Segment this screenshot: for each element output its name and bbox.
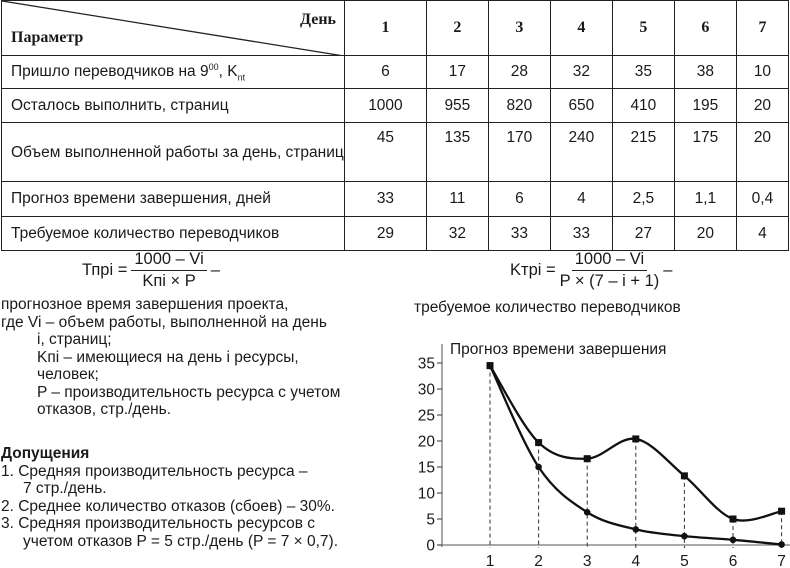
table-row xyxy=(2,123,789,182)
fraction xyxy=(131,250,206,291)
legend-line: прогнозное время завершения проекта, xyxy=(1,296,289,313)
legend-line: человек; xyxy=(37,366,99,383)
numerator: 1000 – Vi xyxy=(131,250,206,271)
table-cell: 410 xyxy=(612,89,674,123)
table-row xyxy=(2,56,789,89)
denominator: Kпi × P xyxy=(142,272,196,290)
formula-dash: – xyxy=(663,261,673,279)
day-column-header: 3 xyxy=(488,1,550,56)
table-cell: 955 xyxy=(426,89,488,123)
y-tick-label: 30 xyxy=(417,381,435,399)
formula-dash: – xyxy=(210,261,220,279)
assumptions-title: Допущения xyxy=(1,445,90,462)
assumption-item: 2. Среднее количество отказов (сбоев) – 30%. xyxy=(1,497,335,515)
circle-marker xyxy=(633,526,640,533)
table-cell: 35 xyxy=(612,56,674,89)
square-marker xyxy=(730,516,737,523)
formula-lhs: Тпрi = xyxy=(82,261,128,279)
table-cell: 170 xyxy=(488,123,550,182)
legend-line: где Vi – объем работы, выполненной на день xyxy=(1,313,327,331)
x-tick-label: 7 xyxy=(777,553,786,568)
table-row xyxy=(2,217,789,251)
x-tick-label: 6 xyxy=(728,553,738,568)
y-tick-label: 15 xyxy=(417,459,435,477)
row-label: Требуемое количество переводчиков xyxy=(2,217,345,251)
row-label: Осталось выполнить, страниц xyxy=(2,89,345,123)
circle-marker xyxy=(681,533,688,540)
row-label: Пришло переводчиков на $9^{00}$, $K_{nt}$ xyxy=(2,56,345,89)
square-marker xyxy=(632,435,639,442)
table-cell: 175 xyxy=(674,123,736,182)
circle-marker xyxy=(730,537,737,544)
circle-marker xyxy=(778,541,785,548)
day-column-header: 4 xyxy=(550,1,612,56)
day-column-header: 2 xyxy=(426,1,488,56)
table-cell: 32 xyxy=(550,56,612,89)
assumption-item: 3. Средняя производительность ресурсов с xyxy=(1,515,316,532)
table-cell: 2,5 xyxy=(612,182,674,217)
day-column-header: 5 xyxy=(612,1,674,56)
table-cell: 0,4 xyxy=(736,182,788,217)
table-cell: 10 xyxy=(736,56,788,89)
x-tick-label: 4 xyxy=(631,553,641,568)
legend-line: i, страниц; xyxy=(37,331,112,348)
y-tick-label: 5 xyxy=(426,511,435,529)
table-cell: 33 xyxy=(345,182,427,217)
circle-marker xyxy=(487,362,494,369)
table-cell: 4 xyxy=(736,217,788,251)
table-cell: 6 xyxy=(488,182,550,217)
table-cell: 32 xyxy=(426,217,488,251)
assumption-item: 7 стр./день. xyxy=(23,480,107,497)
formula-required-translators xyxy=(510,250,672,291)
y-tick-label: 10 xyxy=(417,485,435,503)
row-label: Объем выполненной работы за день, страниц xyxy=(2,123,345,182)
table-cell: 17 xyxy=(426,56,488,89)
table-cell: 33 xyxy=(488,217,550,251)
table-cell: 820 xyxy=(488,89,550,123)
y-tick-label: 25 xyxy=(417,407,435,425)
table-cell: 33 xyxy=(550,217,612,251)
x-tick-label: 3 xyxy=(582,553,592,568)
x-tick-label: 2 xyxy=(534,553,543,568)
corner-header-cell xyxy=(2,1,345,56)
table-header-row xyxy=(2,1,789,56)
denominator: P × (7 – i + 1) xyxy=(559,272,660,290)
x-tick-label: 1 xyxy=(485,553,495,568)
day-column-header: 6 xyxy=(674,1,736,56)
x-tick-label: 5 xyxy=(680,553,689,568)
table-cell: 650 xyxy=(550,89,612,123)
legend-line: P – производительность ресурса с учетом xyxy=(37,383,341,401)
table-cell: 11 xyxy=(426,182,488,217)
row-label: Прогноз времени завершения, дней xyxy=(2,182,345,217)
table-cell: 4 xyxy=(550,182,612,217)
table-cell: 20 xyxy=(736,123,788,182)
circle-marker xyxy=(535,464,542,471)
forecast-table xyxy=(1,0,789,251)
assumption-item: 1. Средняя производительность ресурса – xyxy=(1,462,308,480)
table-cell: 29 xyxy=(345,217,427,251)
table-cell: 28 xyxy=(488,56,550,89)
table-cell: 1000 xyxy=(345,89,427,123)
day-header-label: День xyxy=(300,11,336,28)
table-cell: 38 xyxy=(674,56,736,89)
circle-marker xyxy=(584,509,591,516)
table-cell: 135 xyxy=(426,123,488,182)
table-cell: 20 xyxy=(736,89,788,123)
y-tick-label: 0 xyxy=(426,537,435,555)
numerator: 1000 – Vi xyxy=(572,250,647,271)
assumption-item: учетом отказов P = 5 стр./день (P = 7 × 0,7). xyxy=(23,532,339,550)
formula-lhs: Kтрi = xyxy=(510,261,556,279)
legend-line: Kпi – имеющиеся на день i ресурсы, xyxy=(37,348,299,366)
table-cell: 240 xyxy=(550,123,612,182)
table-cell: 195 xyxy=(674,89,736,123)
formula-legend xyxy=(1,296,340,419)
table-cell: 45 xyxy=(345,123,427,182)
completion-forecast-chart xyxy=(408,332,790,568)
chart-title: Прогноз времени завершения xyxy=(450,341,667,358)
table-row xyxy=(2,182,789,217)
square-marker xyxy=(778,508,785,515)
parameter-header-label: Параметр xyxy=(11,29,84,46)
square-marker xyxy=(584,455,591,462)
assumptions xyxy=(1,445,338,550)
formula-completion-time xyxy=(82,250,220,291)
formula2-caption: требуемое количество переводчиков xyxy=(414,299,681,316)
table-cell: 1,1 xyxy=(674,182,736,217)
square-marker xyxy=(681,472,688,479)
table-cell: 215 xyxy=(612,123,674,182)
day-column-header: 7 xyxy=(736,1,788,56)
y-tick-label: 20 xyxy=(417,433,435,451)
table-cell: 27 xyxy=(612,217,674,251)
table-cell: 20 xyxy=(674,217,736,251)
fraction xyxy=(560,250,660,291)
day-column-header: 1 xyxy=(345,1,427,56)
square-marker xyxy=(535,439,542,446)
table-row xyxy=(2,89,789,123)
table-cell: 6 xyxy=(345,56,427,89)
y-tick-label: 35 xyxy=(417,355,435,373)
legend-line: отказов, стр./день. xyxy=(37,401,172,418)
